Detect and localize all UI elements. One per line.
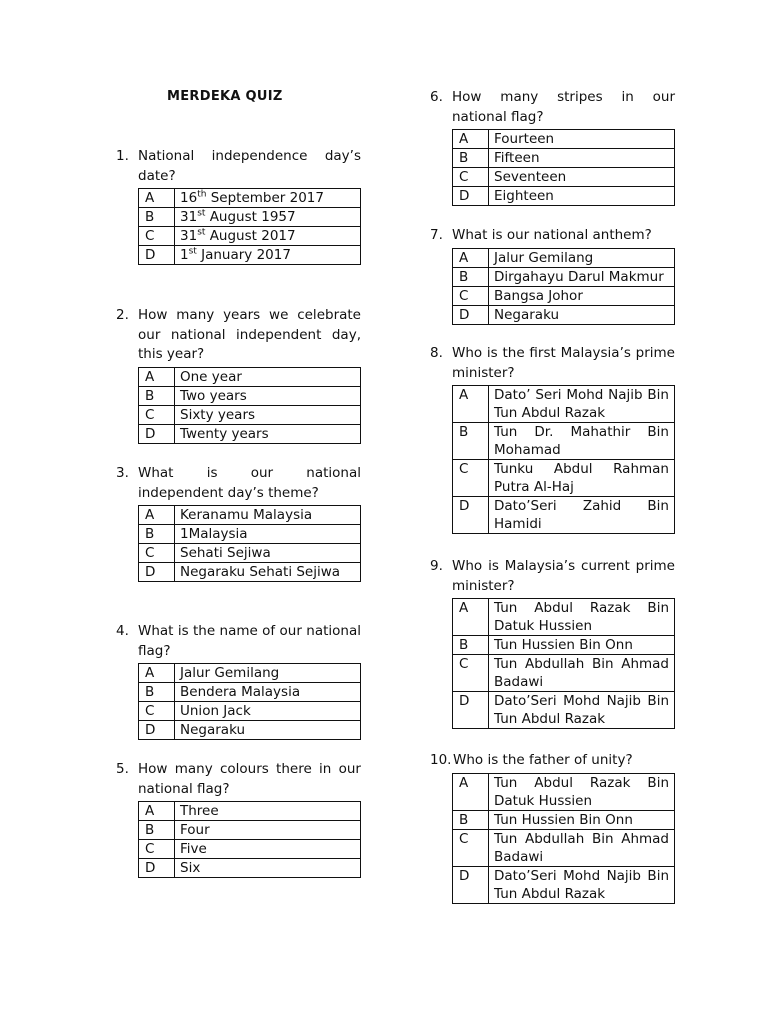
option-text: Dato’Seri Mohd Najib Bin Tun Abdul Razak	[489, 866, 675, 903]
option-letter: C	[453, 655, 489, 692]
answer-row	[139, 506, 361, 525]
answer-row	[453, 636, 675, 655]
option-letter: C	[139, 840, 175, 859]
answer-row	[139, 227, 361, 246]
answer-row	[139, 189, 361, 208]
question-number: 7.	[430, 227, 443, 243]
option-letter: B	[453, 423, 489, 460]
option-text: Tun Dr. Mahathir Bin Mohamad	[489, 423, 675, 460]
option-text: Keranamu Malaysia	[175, 506, 361, 525]
option-text: One year	[175, 367, 361, 386]
answer-row	[453, 130, 675, 149]
option-text: Sixty years	[175, 405, 361, 424]
option-letter: B	[453, 810, 489, 829]
question-header	[430, 751, 675, 771]
question-text: What is our national independent day’s theme?	[138, 465, 361, 501]
answer-row	[139, 246, 361, 265]
option-letter: D	[139, 246, 175, 265]
option-letter: C	[139, 544, 175, 563]
answer-row	[453, 187, 675, 206]
answer-row	[453, 497, 675, 534]
option-letter: C	[453, 829, 489, 866]
answer-row	[139, 405, 361, 424]
option-letter: C	[139, 227, 175, 246]
question-6	[430, 88, 675, 206]
option-text: Dirgahayu Darul Makmur	[489, 267, 675, 286]
option-letter: B	[453, 267, 489, 286]
option-letter: D	[453, 866, 489, 903]
answer-row	[139, 367, 361, 386]
question-header	[430, 344, 675, 383]
option-text: 16th September 2017	[175, 189, 361, 208]
answer-row	[453, 168, 675, 187]
option-text: Bendera Malaysia	[175, 683, 361, 702]
answer-row	[139, 424, 361, 443]
question-10	[430, 751, 675, 904]
option-letter: A	[139, 506, 175, 525]
question-header	[430, 88, 675, 127]
question-text: What is the name of our national flag?	[138, 623, 361, 659]
option-letter: D	[139, 563, 175, 582]
question-number: 2.	[116, 307, 129, 323]
option-letter: A	[453, 599, 489, 636]
answer-row	[139, 664, 361, 683]
answer-row	[453, 866, 675, 903]
option-letter: C	[453, 286, 489, 305]
question-header	[116, 464, 361, 503]
option-text: Dato’ Seri Mohd Najib Bin Tun Abdul Razak	[489, 386, 675, 423]
question-text: Who is the first Malaysia’s prime minister?	[452, 345, 675, 381]
answer-row	[453, 692, 675, 729]
answer-row	[139, 821, 361, 840]
question-number: 4.	[116, 623, 129, 639]
option-text: Tunku Abdul Rahman Putra Al-Haj	[489, 460, 675, 497]
question-4	[116, 622, 361, 740]
option-text: 1Malaysia	[175, 525, 361, 544]
answer-row	[453, 149, 675, 168]
option-text: Tun Hussien Bin Onn	[489, 810, 675, 829]
question-number: 6.	[430, 89, 443, 105]
option-letter: D	[453, 187, 489, 206]
question-text: What is our national anthem?	[452, 227, 652, 243]
answer-row	[453, 810, 675, 829]
question-number: 3.	[116, 465, 129, 481]
answer-row	[453, 386, 675, 423]
option-letter: B	[453, 636, 489, 655]
answer-row	[139, 859, 361, 878]
question-header	[116, 622, 361, 661]
question-header	[430, 557, 675, 596]
option-letter: B	[139, 683, 175, 702]
answer-row	[139, 208, 361, 227]
question-3	[116, 464, 361, 582]
option-text: Four	[175, 821, 361, 840]
answer-row	[453, 305, 675, 324]
option-letter: D	[139, 424, 175, 443]
question-header	[116, 306, 361, 365]
option-text: 31st August 2017	[175, 227, 361, 246]
option-text: Fifteen	[489, 149, 675, 168]
answer-table	[138, 367, 361, 444]
option-letter: B	[139, 525, 175, 544]
option-letter: D	[139, 859, 175, 878]
question-5	[116, 760, 361, 878]
option-letter: B	[139, 821, 175, 840]
option-letter: A	[139, 367, 175, 386]
answer-row	[139, 802, 361, 821]
option-letter: A	[139, 802, 175, 821]
answer-row	[139, 544, 361, 563]
question-header	[116, 147, 361, 186]
option-text: Union Jack	[175, 702, 361, 721]
question-text: How many years we celebrate our national independent day, this year?	[138, 307, 361, 362]
answer-row	[453, 599, 675, 636]
option-letter: C	[139, 702, 175, 721]
option-letter: D	[453, 497, 489, 534]
answer-table	[452, 773, 675, 904]
option-text: 1st January 2017	[175, 246, 361, 265]
question-9	[430, 557, 675, 729]
quiz-title: MERDEKA QUIZ	[167, 89, 283, 104]
option-letter: C	[139, 405, 175, 424]
option-text: Eighteen	[489, 187, 675, 206]
option-text: Seventeen	[489, 168, 675, 187]
question-7	[430, 226, 675, 325]
option-text: Twenty years	[175, 424, 361, 443]
question-text: How many stripes in our national flag?	[452, 89, 675, 125]
answer-row	[453, 267, 675, 286]
question-number: 9.	[430, 558, 443, 574]
option-text: Dato’Seri Mohd Najib Bin Tun Abdul Razak	[489, 692, 675, 729]
answer-table	[452, 385, 675, 534]
option-text: Sehati Sejiwa	[175, 544, 361, 563]
option-letter: D	[453, 305, 489, 324]
answer-table	[452, 248, 675, 325]
option-letter: A	[139, 664, 175, 683]
answer-row	[453, 423, 675, 460]
question-2	[116, 306, 361, 444]
option-letter: D	[139, 721, 175, 740]
option-text: Tun Hussien Bin Onn	[489, 636, 675, 655]
option-letter: A	[453, 130, 489, 149]
answer-row	[453, 460, 675, 497]
question-text: Who is Malaysia’s current prime minister?	[452, 558, 675, 594]
option-text: Tun Abdullah Bin Ahmad Badawi	[489, 829, 675, 866]
question-number: 1.	[116, 148, 129, 164]
question-8	[430, 344, 675, 534]
option-text: Two years	[175, 386, 361, 405]
option-text: Five	[175, 840, 361, 859]
option-text: 31st August 1957	[175, 208, 361, 227]
answer-row	[139, 840, 361, 859]
answer-row	[139, 386, 361, 405]
option-text: Tun Abdullah Bin Ahmad Badawi	[489, 655, 675, 692]
answer-table	[452, 129, 675, 206]
question-header	[116, 760, 361, 799]
option-letter: A	[453, 386, 489, 423]
question-1	[116, 147, 361, 265]
question-text: Who is the father of unity?	[453, 752, 633, 768]
answer-row	[139, 683, 361, 702]
answer-table	[138, 188, 361, 265]
option-letter: A	[453, 773, 489, 810]
option-text: Three	[175, 802, 361, 821]
option-text: Six	[175, 859, 361, 878]
option-letter: D	[453, 692, 489, 729]
option-text: Tun Abdul Razak Bin Datuk Hussien	[489, 599, 675, 636]
option-letter: B	[139, 386, 175, 405]
option-text: Negaraku	[175, 721, 361, 740]
option-text: Bangsa Johor	[489, 286, 675, 305]
answer-row	[139, 525, 361, 544]
option-letter: A	[453, 248, 489, 267]
option-text: Jalur Gemilang	[489, 248, 675, 267]
answer-table	[138, 663, 361, 740]
option-text: Tun Abdul Razak Bin Datuk Hussien	[489, 773, 675, 810]
answer-table	[138, 801, 361, 878]
question-number: 10.	[430, 752, 452, 768]
answer-row	[453, 655, 675, 692]
option-letter: C	[453, 460, 489, 497]
option-text: Negaraku Sehati Sejiwa	[175, 563, 361, 582]
answer-row	[453, 286, 675, 305]
question-header	[430, 226, 675, 246]
option-letter: B	[139, 208, 175, 227]
question-text: National independence day’s date?	[138, 148, 361, 184]
option-letter: B	[453, 149, 489, 168]
answer-row	[139, 563, 361, 582]
option-text: Fourteen	[489, 130, 675, 149]
option-letter: A	[139, 189, 175, 208]
answer-row	[139, 721, 361, 740]
question-number: 8.	[430, 345, 443, 361]
answer-row	[453, 773, 675, 810]
question-number: 5.	[116, 761, 129, 777]
option-text: Dato’Seri Zahid Bin Hamidi	[489, 497, 675, 534]
answer-row	[139, 702, 361, 721]
answer-table	[138, 505, 361, 582]
option-text: Negaraku	[489, 305, 675, 324]
option-text: Jalur Gemilang	[175, 664, 361, 683]
answer-table	[452, 598, 675, 729]
option-letter: C	[453, 168, 489, 187]
answer-row	[453, 248, 675, 267]
answer-row	[453, 829, 675, 866]
question-text: How many colours there in our national flag?	[138, 761, 361, 797]
